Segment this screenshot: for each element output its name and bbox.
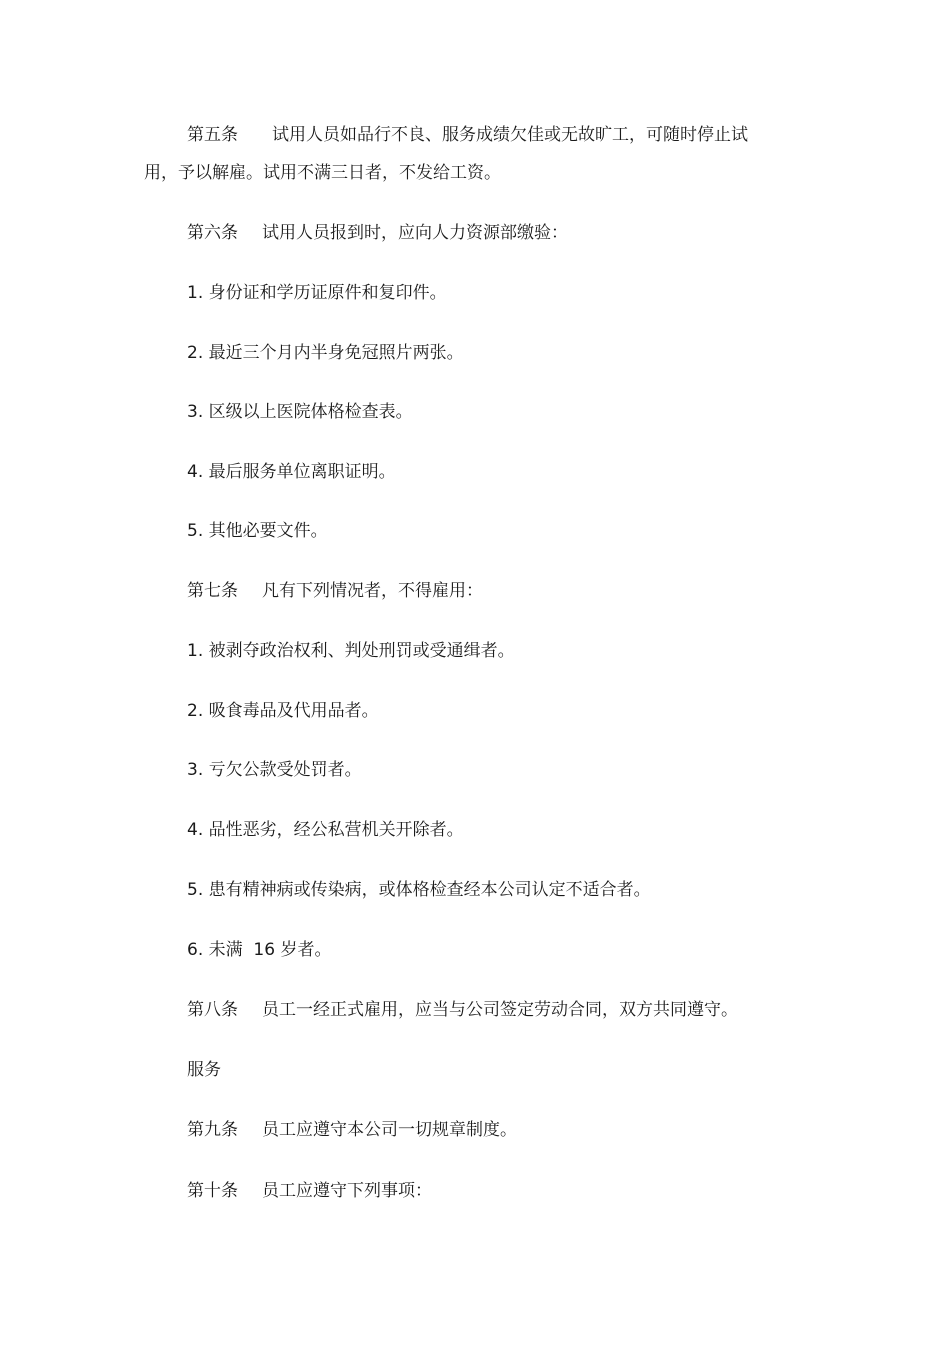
article-9 (187, 1119, 517, 1141)
article-5-line-2 (144, 162, 501, 184)
article-text-continuation: 用，予以解雇。试用不满三日者，不发给工资。 (144, 163, 501, 183)
article-6 (187, 222, 568, 244)
article-label: 第六条 (187, 223, 238, 243)
article-label: 第七条 (187, 581, 238, 601)
list-item: 2. 最近三个月内半身免冠照片两张。 (187, 343, 464, 363)
article-text: 试用人员报到时，应向人力资源部缴验： (262, 223, 568, 243)
list-item: 5. 患有精神病或传染病，或体格检查经本公司认定不适合者。 (187, 880, 651, 900)
article-text: 员工一经正式雇用，应当与公司签定劳动合同，双方共同遵守。 (262, 1000, 738, 1020)
article-text: 员工应遵守下列事项： (262, 1181, 432, 1201)
list-item: 3. 区级以上医院体格检查表。 (187, 402, 413, 422)
article-text: 员工应遵守本公司一切规章制度。 (262, 1120, 517, 1140)
list-item: 4. 最后服务单位离职证明。 (187, 462, 396, 482)
article-label: 第五条 (187, 125, 238, 145)
article-5-line-1 (187, 124, 748, 146)
list-item: 1. 身份证和学历证原件和复印件。 (187, 283, 447, 303)
article-label: 第八条 (187, 1000, 238, 1020)
article-label: 第九条 (187, 1120, 238, 1140)
list-item: 1. 被剥夺政治权利、判处刑罚或受通缉者。 (187, 641, 515, 661)
article-label: 第十条 (187, 1181, 238, 1201)
article-7 (187, 580, 483, 602)
article-8 (187, 999, 738, 1021)
list-item: 4. 品性恶劣，经公私营机关开除者。 (187, 820, 464, 840)
list-item: 6. 未满 16 岁者。 (187, 940, 332, 960)
article-10 (187, 1180, 432, 1202)
list-item: 3. 亏欠公款受处罚者。 (187, 760, 362, 780)
list-item: 5. 其他必要文件。 (187, 521, 328, 541)
section-heading: 服务 (187, 1060, 221, 1080)
article-text: 试用人员如品行不良、服务成绩欠佳或无故旷工，可随时停止试 (272, 125, 748, 145)
list-item: 2. 吸食毒品及代用品者。 (187, 701, 379, 721)
article-text: 凡有下列情况者，不得雇用： (262, 581, 483, 601)
